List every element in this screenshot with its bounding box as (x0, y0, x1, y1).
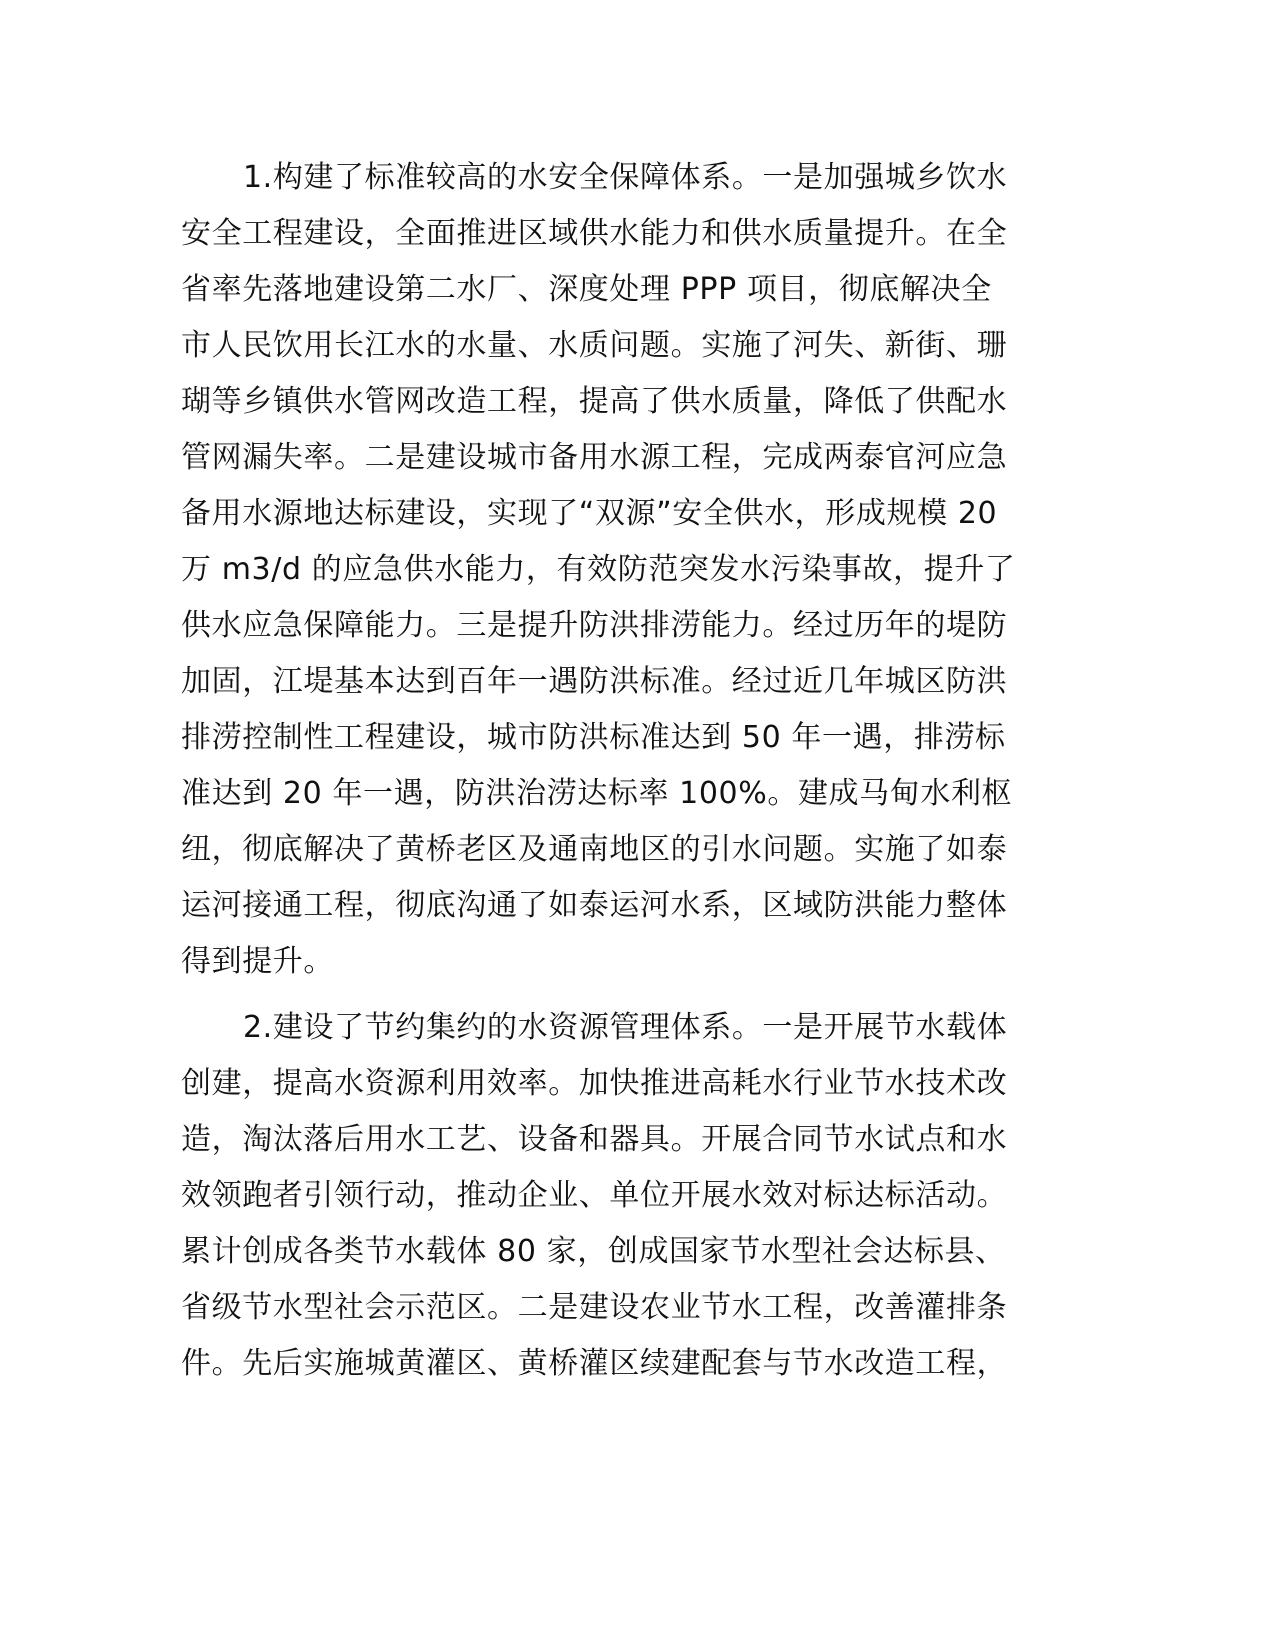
paragraph-line: 纽，彻底解决了黄桥老区及通南地区的引水问题。实施了如泰 (181, 832, 1008, 867)
paragraph-line: 准达到 20 年一遇，防洪治涝达标率 100%。建成马甸水利枢 (181, 776, 1013, 811)
paragraph-line: 2.建设了节约集约的水资源管理体系。一是开展节水载体 (243, 1010, 1008, 1045)
paragraph-line: 管网漏失率。二是建设城市备用水源工程，完成两泰官河应急 (181, 440, 1008, 475)
paragraph-line: 效领跑者引领行动，推动企业、单位开展水效对标达标活动。 (181, 1178, 1008, 1213)
paragraph-1 (181, 150, 1041, 990)
paragraph-line: 创建，提高水资源利用效率。加快推进高耗水行业节水技术改 (181, 1066, 1008, 1101)
paragraph-line: 运河接通工程，彻底沟通了如泰运河水系，区域防洪能力整体 (181, 888, 1008, 923)
paragraph-line: 安全工程建设，全面推进区域供水能力和供水质量提升。在全 (181, 216, 1008, 251)
paragraph-line: 1.构建了标准较高的水安全保障体系。一是加强城乡饮水 (243, 160, 1008, 195)
paragraph-line: 得到提升。 (181, 944, 334, 979)
paragraph-line: 备用水源地达标建设，实现了“双源”安全供水，形成规模 20 (181, 496, 998, 531)
paragraph-line: 加固，江堤基本达到百年一遇防洪标准。经过近几年城区防洪 (181, 664, 1008, 699)
paragraph-line: 件。先后实施城黄灌区、黄桥灌区续建配套与节水改造工程， (181, 1346, 1008, 1381)
paragraph-line: 省级节水型社会示范区。二是建设农业节水工程，改善灌排条 (181, 1290, 1008, 1325)
paragraph-line: 累计创成各类节水载体 80 家，创成国家节水型社会达标县、 (181, 1234, 1006, 1269)
paragraph-line: 造，淘汰落后用水工艺、设备和器具。开展合同节水试点和水 (181, 1122, 1008, 1157)
paragraph-line: 瑚等乡镇供水管网改造工程，提高了供水质量，降低了供配水 (181, 384, 1008, 419)
document-body (181, 150, 1041, 1392)
paragraph-line: 省率先落地建设第二水厂、深度处理 PPP 项目，彻底解决全 (181, 272, 992, 307)
paragraph-line: 市人民饮用长江水的水量、水质问题。实施了河失、新街、珊 (181, 328, 1008, 363)
paragraph-line: 万 m3/d 的应急供水能力，有效防范突发水污染事故，提升了 (181, 552, 1016, 587)
paragraph-spacer (181, 990, 1041, 1000)
paragraph-line: 排涝控制性工程建设，城市防洪标准达到 50 年一遇，排涝标 (181, 720, 1006, 755)
paragraph-2 (181, 1000, 1041, 1392)
paragraph-line: 供水应急保障能力。三是提升防洪排涝能力。经过历年的堤防 (181, 608, 1008, 643)
